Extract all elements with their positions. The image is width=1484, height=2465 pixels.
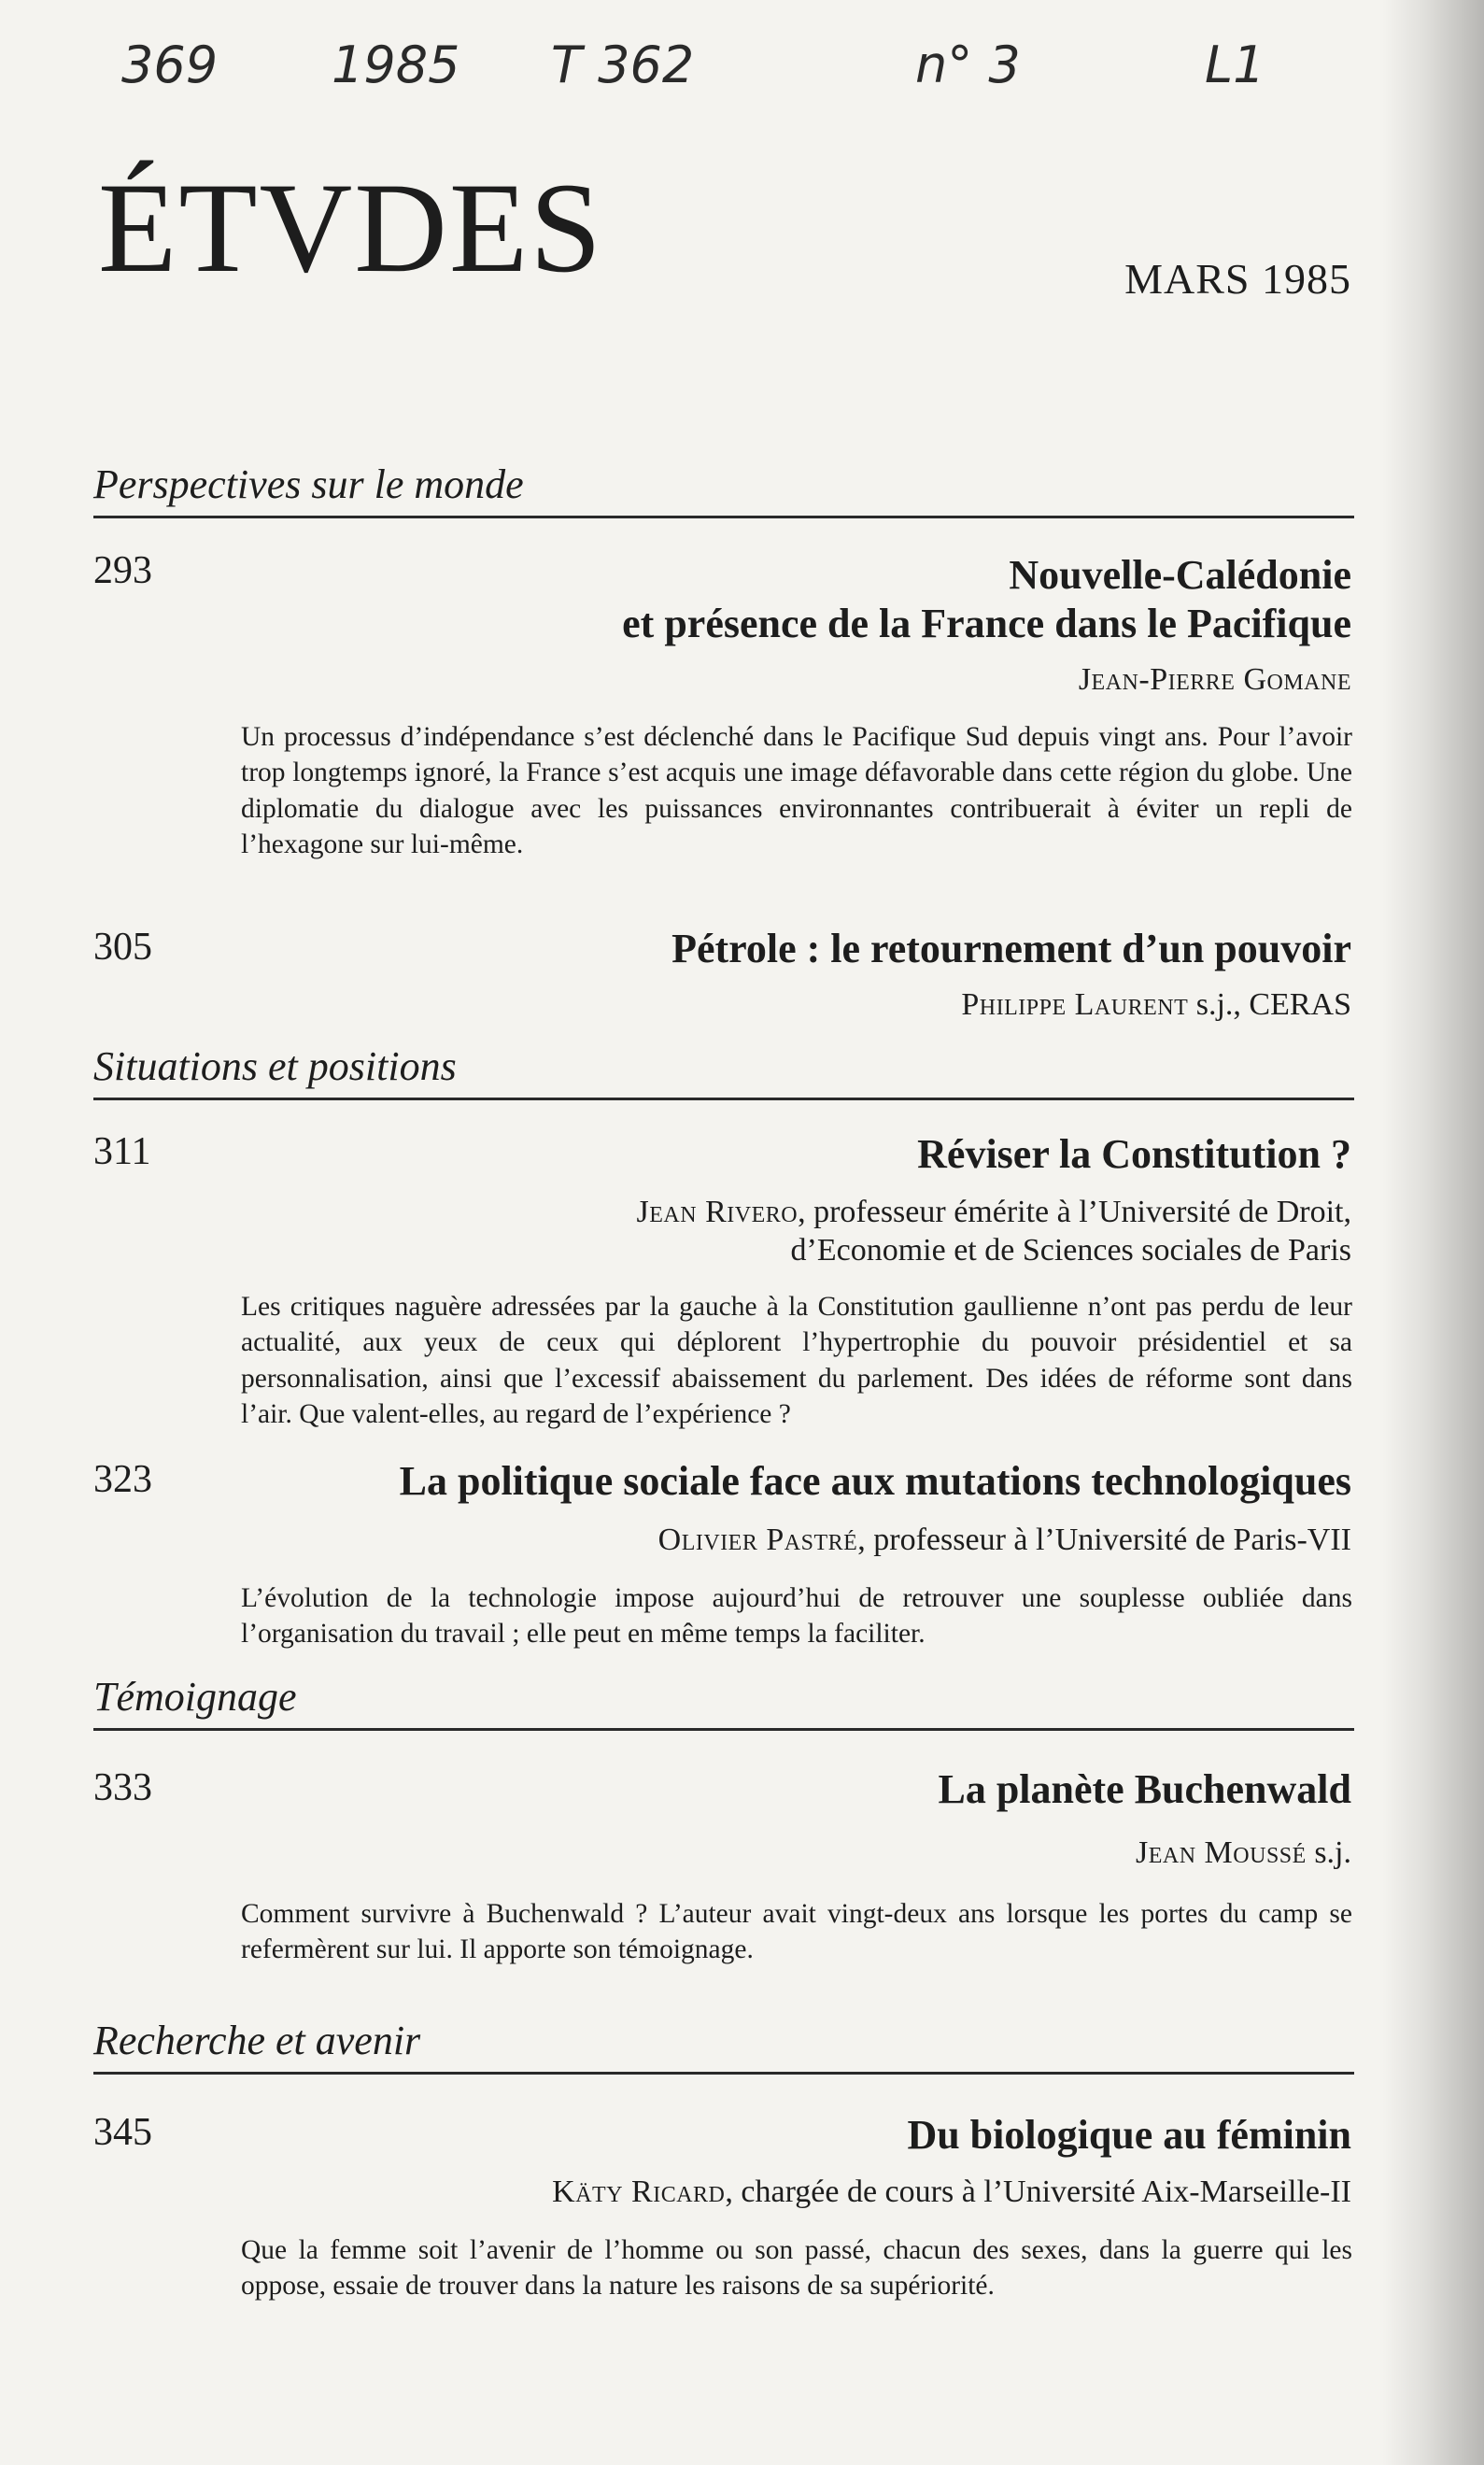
handwritten-note: T 362: [551, 35, 695, 94]
page-number: 311: [93, 1130, 151, 1173]
handwritten-note: 369: [121, 35, 219, 94]
article-author: [552, 2173, 1351, 2211]
section-rule: [93, 2072, 1354, 2075]
author-name: Jean-Pierre Gomane: [1078, 662, 1351, 697]
page-number: 305: [93, 926, 152, 969]
article-author: [637, 1193, 1351, 1270]
section-heading: Recherche et avenir: [93, 2018, 421, 2063]
article-title-line: Du biologique au féminin: [907, 2112, 1351, 2158]
article-author: [658, 1521, 1351, 1559]
page-number: 293: [93, 549, 152, 592]
author-name: Philippe Laurent: [961, 987, 1189, 1022]
article-title-line: et présence de la France dans le Pacifique: [622, 600, 1351, 646]
article-title[interactable]: [907, 2111, 1351, 2160]
section-rule: [93, 516, 1354, 518]
handwritten-note: 1985: [332, 35, 460, 94]
handwritten-note: L1: [1205, 35, 1265, 94]
article-abstract: L’évolution de la technologie impose aujourd’hui de retrouver une souplesse oubliée dans l’organisation du travail ; elle peut en même temps la faciliter.: [241, 1583, 1352, 1650]
page-number: 333: [93, 1766, 152, 1809]
article-title-line: Pétrole : le retournement d’un pouvoir: [671, 926, 1351, 971]
article-abstract: Que la femme soit l’avenir de l’homme ou son passé, chacun des sexes, dans la guerre qui les oppose, essaie de trouver dans la nature les raisons de sa supériorité.: [241, 2235, 1352, 2302]
article-title[interactable]: [400, 1457, 1351, 1506]
article-abstract: Comment survivre à Buchenwald ? L’auteur avait vingt-deux ans lorsque les portes du camp se refermèrent sur lui. Il apporte son témoignage.: [241, 1899, 1352, 1965]
journal-title: ÉTVDES: [98, 156, 603, 299]
author-name: Käty Ricard: [552, 2175, 726, 2209]
article-title-line: Nouvelle-Calédonie: [1009, 552, 1351, 598]
article-title[interactable]: [671, 925, 1351, 973]
article-title[interactable]: [622, 551, 1351, 648]
handwritten-shelfmark: [121, 35, 1354, 110]
article-abstract: Un processus d’indépendance s’est déclenché dans le Pacifique Sud depuis vingt ans. Pour l’avoir trop longtemps ignoré, la France s’est acquis une image défavorable dans cette région du globe. Une diplomatie du dialogue avec les puissances environnantes contribuerait à éviter un repli de l’hexagone sur lui-même.: [241, 722, 1352, 860]
issue-date: MARS 1985: [1124, 255, 1351, 303]
author-affiliation-line: d’Economie et de Sciences sociales de Paris: [790, 1233, 1351, 1268]
section-heading: Témoignage: [93, 1674, 297, 1720]
section-heading: Perspectives sur le monde: [93, 461, 524, 507]
author-affiliation: s.j.: [1306, 1835, 1351, 1870]
section-heading: Situations et positions: [93, 1043, 457, 1089]
article-author: [1136, 1834, 1351, 1872]
author-affiliation: , professeur émérite à l’Université de Droit,: [798, 1195, 1351, 1229]
page-edge-shadow: [1382, 0, 1484, 2465]
section-rule: [93, 1728, 1354, 1731]
article-title[interactable]: [917, 1130, 1351, 1179]
article-title-line: La politique sociale face aux mutations technologiques: [399, 1458, 1351, 1504]
article-title-line: La planète Buchenwald: [938, 1766, 1351, 1812]
handwritten-note: n° 3: [915, 35, 1021, 94]
article-abstract: Les critiques naguère adressées par la gauche à la Constitution gaullienne n’ont pas perdu de leur actualité, aux yeux de ceux qui déplorent l’hypertrophie du pouvoir présidentiel et sa personnalisation, ainsi que l’excessif abaissement du parlement. Des idées de réforme sont dans l’air. Que valent-elles, au regard de l’expérience ?: [241, 1292, 1352, 1430]
article-title-line: Réviser la Constitution ?: [917, 1131, 1351, 1177]
article-author: [961, 985, 1351, 1024]
article-title[interactable]: [938, 1765, 1351, 1814]
author-affiliation: , professeur à l’Université de Paris-VII: [857, 1523, 1351, 1557]
author-affiliation: , chargée de cours à l’Université Aix-Marseille-II: [725, 2175, 1351, 2209]
article-author: [1079, 660, 1351, 699]
author-name: Jean Rivero: [636, 1195, 799, 1229]
author-name: Olivier Pastré: [657, 1523, 858, 1557]
section-rule: [93, 1098, 1354, 1100]
author-name: Jean Moussé: [1136, 1835, 1307, 1870]
page-number: 345: [93, 2111, 152, 2154]
page-number: 323: [93, 1458, 152, 1501]
author-affiliation: s.j., CERAS: [1188, 987, 1351, 1022]
